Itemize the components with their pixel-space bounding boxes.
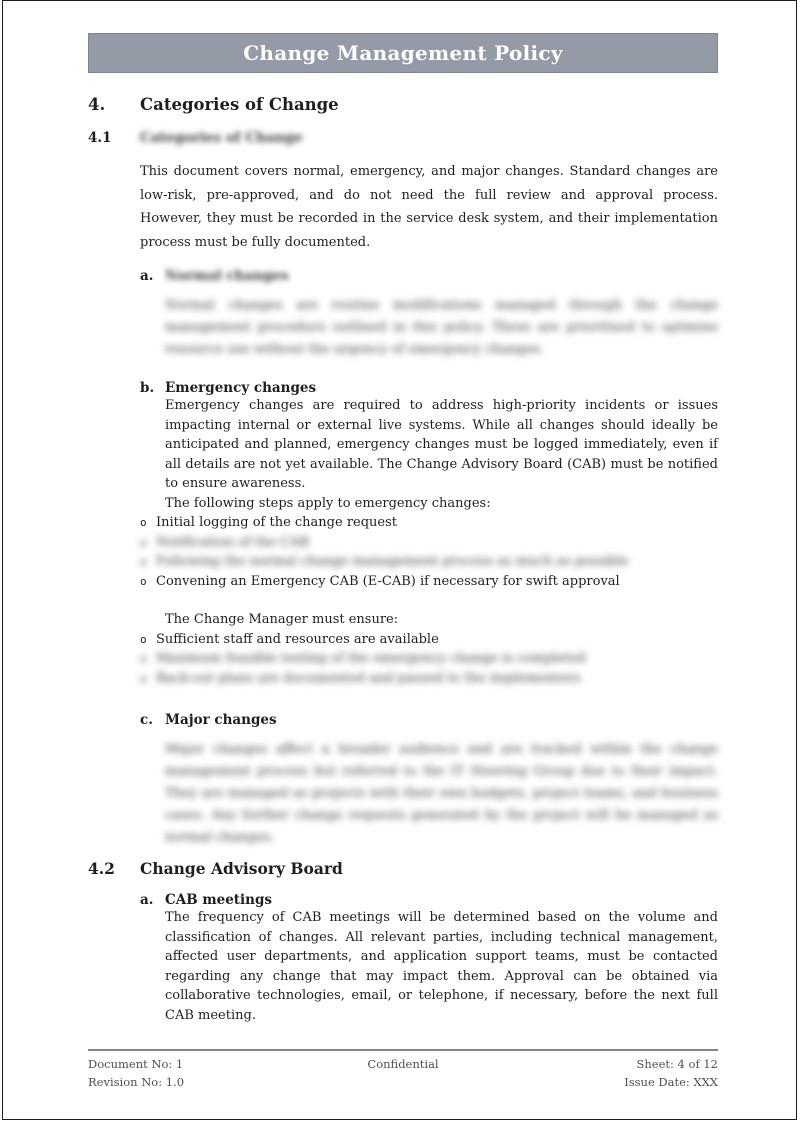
- item-b-label: b.: [140, 380, 155, 396]
- item-b-heading: Emergency changes: [165, 380, 317, 396]
- list-item: [140, 630, 718, 650]
- bullet-icon: o: [140, 632, 147, 646]
- item-a-cab-meetings: [140, 892, 718, 1025]
- list-item: [140, 513, 718, 533]
- item-c-label: c.: [140, 712, 153, 728]
- footer-sheet: Sheet: 4 of 12: [636, 1057, 718, 1071]
- manager-intro: The Change Manager must ensure:: [165, 612, 399, 627]
- bullet-icon: o: [140, 555, 147, 568]
- blank-line: [140, 591, 718, 610]
- document-title: Change Management Policy: [243, 41, 563, 65]
- item-a-label: a.: [140, 268, 154, 284]
- section-4-1-title-redacted: Categories of Change: [140, 130, 303, 146]
- list-item-redacted: [140, 533, 718, 553]
- list-item-redacted: [140, 552, 718, 572]
- item-c-heading-row: [140, 712, 718, 728]
- footer-document-no: Document No: 1: [88, 1057, 184, 1071]
- item-a-normal-changes: [140, 268, 718, 361]
- emergency-steps-list: [140, 513, 718, 591]
- title-banner: [88, 33, 718, 73]
- step-text: Convening an Emergency CAB (E-CAB) if necessary for swift approval: [156, 573, 620, 589]
- item-b-heading-row: [140, 380, 718, 396]
- section-4-1-number: 4.1: [88, 130, 112, 146]
- section-4-1-heading: [88, 130, 718, 146]
- cab-item-heading: CAB meetings: [165, 892, 273, 908]
- list-item-redacted: [140, 669, 718, 689]
- manager-item-text-redacted: Maximum feasible testing of the emergency change is completed: [156, 651, 586, 666]
- section-4-number: 4.: [88, 95, 106, 114]
- footer-classification: Confidential: [367, 1057, 439, 1071]
- section-4-2-title: Change Advisory Board: [140, 859, 343, 878]
- section-4-2-number: 4.2: [88, 859, 115, 878]
- footer-right: [508, 1056, 718, 1091]
- footer-revision-no: Revision No: 1.0: [88, 1074, 185, 1089]
- bullet-icon: o: [140, 652, 147, 665]
- manager-item-text: Sufficient staff and resources are available: [156, 631, 439, 647]
- cab-item-label: a.: [140, 892, 154, 908]
- item-a-heading-row: [140, 268, 718, 284]
- section-4-heading: [88, 95, 718, 114]
- cab-item-body: The frequency of CAB meetings will be determined based on the volume and classification of changes. All relevant parties, including technical management, affected user departments, and application support teams, must be contacted regarding any change that may impact them. Approval can be obtained via collaborative technologies, email, or telephone, if necessary, before the next full CAB meeting.: [165, 910, 718, 1023]
- step-text-redacted: Notification of the CAB: [156, 534, 310, 550]
- bullet-icon: o: [140, 574, 147, 588]
- item-c-major-changes: [140, 712, 718, 849]
- bullet-icon: o: [140, 671, 147, 685]
- step-text: Initial logging of the change request: [156, 515, 398, 530]
- section-4-2-heading: [88, 859, 718, 878]
- item-a-body-redacted: Normal changes are routine modifications managed through the change management procedure outlined in this policy. These are prioritised to optimise resource use without the urgency of emergency changes.: [165, 298, 718, 357]
- step-text-redacted: Following the normal change management process as much as possible: [156, 554, 629, 569]
- item-c-body-redacted: Major changes affect a broader audience and are tracked within the change management process but referred to the IT Steering Group due to their impact. They are managed as projects with their own budgets, project teams, and business cases. Any further change requests generated by the project will be managed as normal changes.: [165, 742, 718, 845]
- item-c-heading: Major changes: [165, 712, 277, 728]
- item-b-body: Emergency changes are required to address high-priority incidents or issues impacting internal or external live systems. While all changes should ideally be anticipated and planned, emergency changes must be logged immediately, even if all details are not yet available. The Change Advisory Board (CAB) must be notified to ensure awareness.: [165, 398, 718, 491]
- item-a-heading-redacted: Normal changes: [165, 268, 289, 284]
- change-manager-list: [140, 630, 718, 689]
- footer-issue-date: Issue Date: XXX: [624, 1074, 718, 1089]
- footer-center: [298, 1056, 508, 1091]
- footer-left: [88, 1056, 298, 1091]
- manager-item-text-redacted: Back-out plans are documented and passed to the implementers: [156, 670, 581, 686]
- page-footer: [88, 1049, 718, 1091]
- bullet-icon: o: [140, 516, 147, 529]
- section-4-title: Categories of Change: [140, 95, 339, 114]
- list-item: [140, 572, 718, 592]
- cab-heading-row: [140, 892, 718, 908]
- list-item-redacted: [140, 649, 718, 669]
- steps-intro: The following steps apply to emergency changes:: [165, 495, 491, 511]
- section-4-1-intro-paragraph: This document covers normal, emergency, and major changes. Standard changes are low-risk, pre-approved, and do not need the full review and approval process. However, they must be recorded in the service desk system, and their implementation process must be fully documented.: [140, 164, 718, 250]
- document-page: [88, 33, 718, 1025]
- bullet-icon: o: [140, 535, 147, 549]
- item-b-emergency-changes: [140, 380, 718, 688]
